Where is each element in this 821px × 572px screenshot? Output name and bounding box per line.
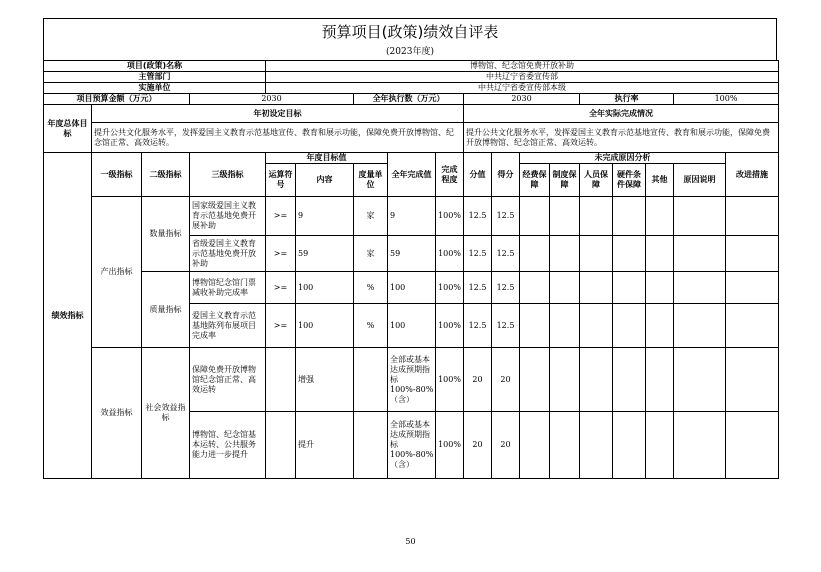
row-got: 12.5 [492, 197, 520, 236]
row-got: 12.5 [492, 236, 520, 272]
row-content: 100 [296, 272, 354, 304]
initial-goal-text: 提升公共文化服务水平，发挥爱国主义教育示范基地宣传、教育和展示功能，保障免费开放博物馆、纪念馆正常、高效运转。 [92, 123, 464, 153]
row-rate: 100% [436, 236, 464, 272]
group-benefit: 效益指标 [92, 348, 142, 479]
evaluation-table [43, 60, 779, 479]
info-row-dept [44, 72, 779, 83]
group-social: 社会效益指标 [142, 348, 190, 479]
row-content: 9 [296, 197, 354, 236]
row-actual: 全部或基本达成预期指标100%-80%（含） [388, 348, 436, 412]
header-content: 内容 [296, 164, 354, 197]
row-actual: 100 [388, 272, 436, 304]
header-l2: 二级指标 [142, 153, 190, 197]
project-name-value: 博物馆、纪念馆免费开放补助 [266, 61, 779, 72]
exec-label: 全年执行数（万元） [354, 94, 464, 105]
goals-text-row [44, 123, 779, 153]
row-content: 提升 [296, 412, 354, 479]
header-actual: 全年完成值 [388, 153, 436, 197]
header-rate: 完成程度 [436, 153, 464, 197]
header-improve: 改进措施 [726, 153, 779, 197]
row-content: 100 [296, 304, 354, 348]
header-explain: 原因说明 [674, 164, 726, 197]
row-got: 12.5 [492, 304, 520, 348]
info-row-project [44, 61, 779, 72]
row-content: 增强 [296, 348, 354, 412]
row-rate: 100% [436, 197, 464, 236]
row-op: >= [266, 304, 296, 348]
page-number: 50 [405, 537, 416, 546]
row-unit: % [354, 304, 388, 348]
row-actual: 100 [388, 304, 436, 348]
header-hardware: 硬件条件保障 [613, 164, 646, 197]
goals-header-row [44, 105, 779, 123]
header-system: 制度保障 [550, 164, 580, 197]
form-year: (2023年度) [43, 44, 777, 60]
row-unit [354, 348, 388, 412]
info-row-budget [44, 94, 779, 105]
header-funds: 经费保障 [520, 164, 550, 197]
row-l3: 博物馆纪念馆门票减收补助完成率 [190, 272, 266, 304]
indicator-header-row-1 [44, 153, 779, 164]
row-actual: 59 [388, 236, 436, 272]
row-l3: 国家级爱国主义教育示范基地免费开展补助 [190, 197, 266, 236]
row-got: 20 [492, 348, 520, 412]
row-rate: 100% [436, 412, 464, 479]
header-target-group: 年度目标值 [266, 153, 388, 164]
unit-label: 实施单位 [44, 83, 266, 94]
form-title: 预算项目(政策)绩效自评表 [43, 18, 777, 44]
dept-label: 主管部门 [44, 72, 266, 83]
row-op: >= [266, 272, 296, 304]
row-unit: 家 [354, 197, 388, 236]
table-row [44, 272, 779, 304]
actual-goal-label: 全年实际完成情况 [464, 105, 779, 123]
actual-goal-text: 提升公共文化服务水平，发挥爱国主义教育示范基地宣传、教育和展示功能，保障免费开放博物馆、纪念馆正常、高效运转。 [464, 123, 779, 153]
rate-label: 执行率 [580, 94, 674, 105]
row-l3: 博物馆、纪念馆基本运转、公共服务能力进一步提升 [190, 412, 266, 479]
header-unit: 度量单位 [354, 164, 388, 197]
group-quantity: 数量指标 [142, 197, 190, 272]
header-l3: 三级指标 [190, 153, 266, 197]
row-unit: 家 [354, 236, 388, 272]
row-content: 59 [296, 236, 354, 272]
header-op: 运算符号 [266, 164, 296, 197]
row-actual: 全部或基本达成预期指标100%-80%（含） [388, 412, 436, 479]
row-op: >= [266, 197, 296, 236]
row-l3: 省级爱国主义教育示范基地免费开放补助 [190, 236, 266, 272]
row-l3: 保障免费开放博物馆纪念馆正常、高效运转 [190, 348, 266, 412]
header-other: 其他 [646, 164, 674, 197]
row-rate: 100% [436, 304, 464, 348]
budget-value: 2030 [190, 94, 354, 105]
row-op [266, 412, 296, 479]
group-output: 产出指标 [92, 197, 142, 348]
row-score: 12.5 [464, 272, 492, 304]
header-reason-group: 未完成原因分析 [520, 153, 726, 164]
row-rate: 100% [436, 272, 464, 304]
annual-goal-label: 年度总体目标 [44, 105, 92, 153]
row-l3: 爱国主义教育示范基地陈列布展项目完成率 [190, 304, 266, 348]
row-got: 12.5 [492, 272, 520, 304]
row-score: 20 [464, 412, 492, 479]
table-row [44, 348, 779, 412]
header-staff: 人员保障 [580, 164, 613, 197]
info-row-unit [44, 83, 779, 94]
dept-value: 中共辽宁省委宣传部 [266, 72, 779, 83]
row-score: 12.5 [464, 236, 492, 272]
row-op: >= [266, 236, 296, 272]
row-rate: 100% [436, 348, 464, 412]
header-score: 分值 [464, 153, 492, 197]
rate-value: 100% [674, 94, 779, 105]
header-got: 得分 [492, 153, 520, 197]
table-row [44, 197, 779, 236]
row-actual: 9 [388, 197, 436, 236]
initial-goal-label: 年初设定目标 [92, 105, 464, 123]
project-name-label: 项目(政策)名称 [44, 61, 266, 72]
row-unit [354, 412, 388, 479]
perf-indicator-label: 绩效指标 [44, 153, 92, 479]
unit-value: 中共辽宁省委宣传部本级 [266, 83, 779, 94]
row-unit: % [354, 272, 388, 304]
row-score: 20 [464, 348, 492, 412]
row-got: 20 [492, 412, 520, 479]
row-score: 12.5 [464, 304, 492, 348]
row-op [266, 348, 296, 412]
exec-value: 2030 [464, 94, 580, 105]
budget-label: 项目预算金额（万元） [44, 94, 190, 105]
header-l1: 一级指标 [92, 153, 142, 197]
group-quality: 质量指标 [142, 272, 190, 348]
row-score: 12.5 [464, 197, 492, 236]
